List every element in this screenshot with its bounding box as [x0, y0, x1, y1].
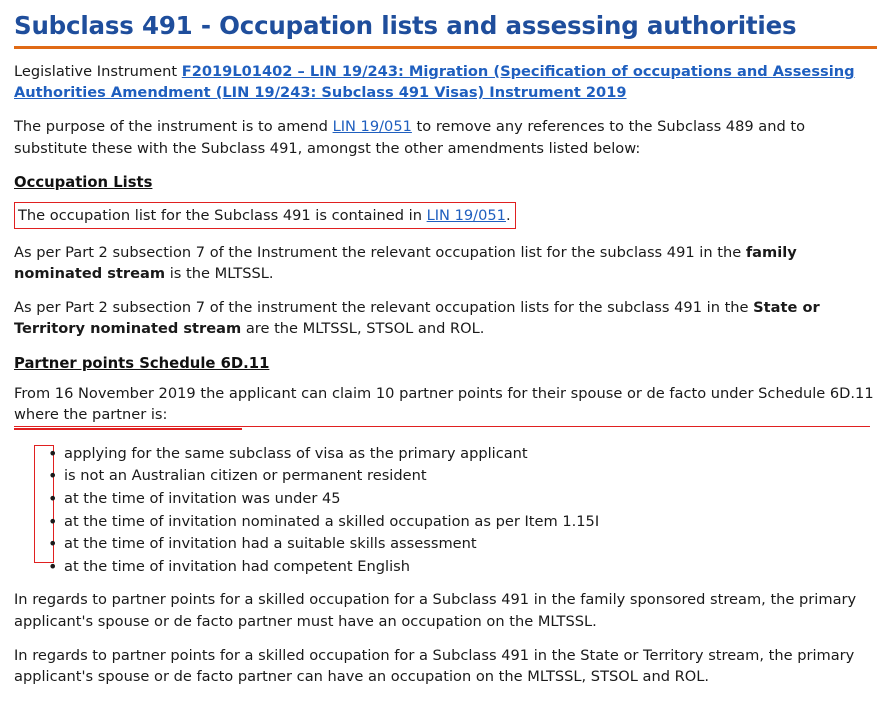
- state-territory-stream-paragraph: [14, 297, 878, 339]
- occupation-list-paragraph: [18, 205, 511, 226]
- page-title: Subclass 491 - Occupation lists and assessing authorities: [14, 11, 797, 40]
- purpose-paragraph: [14, 116, 878, 158]
- lin-19-051-link-occupation[interactable]: LIN 19/051: [426, 206, 506, 224]
- family-stream-text-2: is the MLTSSL.: [165, 265, 274, 283]
- partner-points-heading: Partner points Schedule 6D.11: [14, 354, 270, 372]
- partner-points-bullets-wrapper: [14, 443, 878, 578]
- family-nominated-stream-paragraph: [14, 242, 878, 284]
- lin-19-051-link-purpose[interactable]: LIN 19/051: [332, 118, 412, 136]
- occupation-list-annotation-box: [14, 202, 516, 229]
- occupation-list-text-before: The occupation list for the Subclass 491 is contained in: [18, 206, 427, 224]
- purpose-text-before: The purpose of the instrument is to amend: [14, 118, 333, 136]
- occupation-list-text-after: .: [505, 206, 511, 224]
- annotation-underline-line2: [14, 428, 242, 430]
- annotation-underline-line1: [14, 426, 870, 428]
- state-territory-partner-points-paragraph: In regards to partner points for a skilled occupation for a Subclass 491 in the State or Territory stream, the primary applicant's spouse or de facto partner can have an occupation on the MLTSSL, STSOL and ROL.: [14, 646, 855, 685]
- list-item: • is not an Australian citizen or permanent resident: [48, 465, 878, 487]
- occupation-lists-heading: Occupation Lists: [14, 173, 153, 191]
- legislative-instrument-link[interactable]: F2019L01402 – LIN 19/243: Migration (Specification of occupations and Assessing Authorities Amendment (LIN 19/243: Subclass 491 Visas) Instrument 2019: [14, 63, 855, 102]
- list-item: • applying for the same subclass of visa as the primary applicant: [48, 443, 878, 465]
- partner-points-section-header: [14, 353, 878, 383]
- legislative-instrument-label: Legislative Instrument: [14, 63, 182, 81]
- state-stream-bold: State or Territory nominated stream: [14, 299, 820, 338]
- partner-points-intro-paragraph: From 16 November 2019 the applicant can claim 10 partner points for their spouse or de facto under Schedule 6D.11 where the partner is:: [14, 384, 874, 423]
- occupation-lists-section-header: [14, 172, 878, 202]
- title-divider: [14, 46, 877, 49]
- family-stream-bold: family nominated stream: [14, 243, 797, 283]
- list-item: • at the time of invitation had competent English: [48, 556, 878, 578]
- family-sponsored-partner-points-paragraph: In regards to partner points for a skilled occupation for a Subclass 491 in the family sponsored stream, the primary applicant's spouse or de facto partner must have an occupation on the MLTSSL.: [14, 591, 857, 630]
- partner-points-bullet-list: [14, 443, 878, 578]
- partner-points-intro-wrapper: [14, 383, 878, 430]
- list-item: • at the time of invitation nominated a skilled occupation as per Item 1.15I: [48, 511, 878, 533]
- state-stream-text-1: As per Part 2 subsection 7 of the instrument the relevant occupation lists for the subclass 491 in the: [14, 299, 754, 317]
- state-stream-text-2: are the MLTSSL, STSOL and ROL.: [241, 320, 485, 338]
- purpose-text-after: to remove any references to the Subclass 489 and to substitute these with the Subclass 491, amongst the other amendments listed below:: [14, 118, 806, 157]
- legislative-instrument-paragraph: [14, 61, 878, 103]
- family-stream-text-1: As per Part 2 subsection 7 of the Instrument the relevant occupation list for the subclass 491 in the: [14, 243, 746, 261]
- list-item: • at the time of invitation was under 45: [48, 488, 878, 510]
- list-item: • at the time of invitation had a suitable skills assessment: [48, 533, 878, 555]
